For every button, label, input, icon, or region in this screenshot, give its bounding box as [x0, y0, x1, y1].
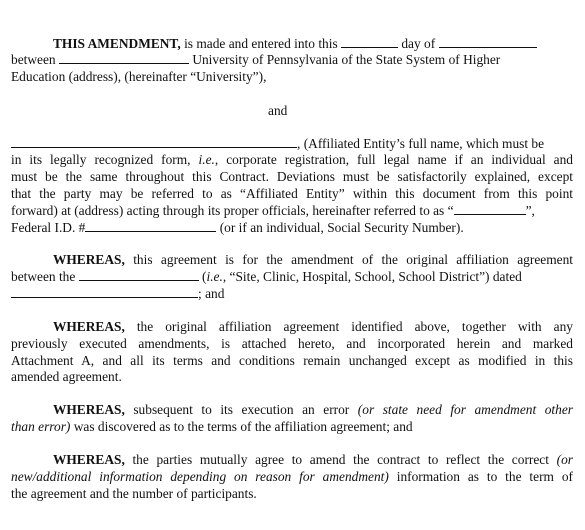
federal-id-blank — [85, 220, 216, 232]
referred-as-blank — [454, 203, 526, 215]
entity-line-6: Federal I.D. # (or if an individual, Social Security Number). — [11, 220, 464, 235]
entity-name-blank — [11, 136, 297, 148]
and-text: and — [268, 103, 288, 118]
whereas-2-line-4: amended agreement. — [11, 369, 122, 384]
university-blank — [59, 52, 189, 64]
whereas-1-line-2: between the (i.e., “Site, Clinic, Hospital, School, School District”) dated — [11, 269, 522, 284]
whereas-4-line-1: WHEREAS, the parties mutually agree to amend the contract to reflect the correct (or — [53, 452, 573, 467]
this-amendment-heading: THIS AMENDMENT, — [53, 36, 181, 51]
entity-line-1: , (Affiliated Entity’s full name, which must be — [11, 136, 544, 152]
whereas-4-line-3: the agreement and the number of participants. — [11, 486, 257, 501]
whereas-3-line-1: WHEREAS, subsequent to its execution an error (or state need for amendment other — [53, 402, 573, 417]
intro-line-1: THIS AMENDMENT, is made and entered into this day of — [53, 36, 537, 52]
entity-line-2: in its legally recognized form, i.e., corporate registration, full legal name if an individual and — [11, 152, 573, 167]
whereas-2-line-2: previously executed amendments, is attached hereto, and incorporated herein and marked — [11, 336, 573, 351]
whereas-3-line-2: than error) was discovered as to the terms of the affiliation agreement; and — [11, 419, 413, 434]
whereas-2-line-1: WHEREAS, the original affiliation agreement identified above, together with any — [53, 319, 573, 334]
whereas-1-line-3: ; and — [11, 286, 224, 302]
entity-line-4: that the party may be referred to as “Affiliated Entity” within this document from this point — [11, 186, 573, 201]
whereas-4-line-2: new/additional information depending on reason for amendment) information as to the term of — [11, 469, 573, 484]
intro-line-3: Education (address), (hereinafter “University”), — [11, 69, 267, 84]
day-blank — [341, 36, 398, 48]
site-blank — [79, 269, 199, 281]
date-blank — [11, 286, 198, 298]
whereas-2-line-3: Attachment A, and all its terms and conditions remain unchanged except as modified in this — [11, 353, 573, 368]
whereas-1-line-1: WHEREAS, this agreement is for the amendment of the original affiliation agreement — [53, 252, 573, 267]
month-blank — [439, 36, 537, 48]
entity-line-3: must be the same throughout this Contract. Deviations must be satisfactorily explained, except — [11, 169, 573, 184]
intro-line-2: between University of Pennsylvania of the State System of Higher — [11, 52, 501, 67]
entity-line-5: forward) at (address) acting through its proper officials, hereinafter referred to as “ ”, — [11, 203, 535, 218]
